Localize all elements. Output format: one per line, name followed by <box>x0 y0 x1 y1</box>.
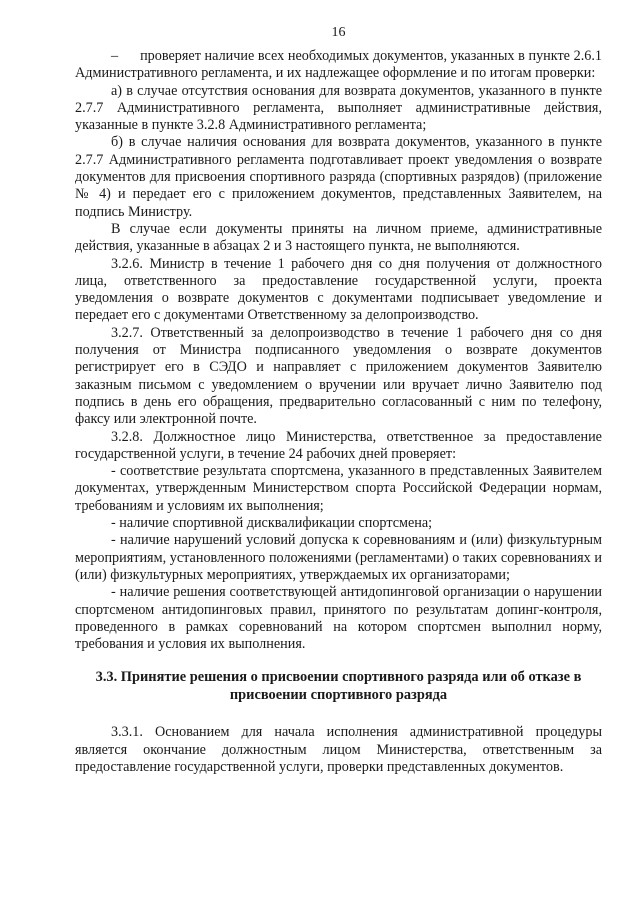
paragraph-3-2-7: 3.2.7. Ответственный за делопроизводство в течение 1 рабочего дня со дня получения от Министра подписанного уведомления о возврате документов регистрирует его в СЭДО и направляет с приложением документов Заявителю заказным письмом с уведомлением о вручении или вручает лично Заявителю под подпись в день его обращения, предварительно согласованный с ним по телефону, факсу или электронной почте. <box>75 324 602 428</box>
section-heading-3-3: 3.3. Принятие решения о присвоении спортивного разряда или об отказе в присвоении спортивного разряда <box>95 669 582 703</box>
document-page <box>75 24 602 776</box>
paragraph-case-b: б) в случае наличия основания для возврата документов, указанного в пункте 2.7.7 Административного регламента подготавливает проект уведомления о возврате документов для присвоения спортивного разряда (спортивных разрядов) (приложение № 4) и передает его с приложением документов, представленных Заявителем, на подпись Министру. <box>75 134 602 220</box>
paragraph-3-2-6: 3.2.6. Министр в течение 1 рабочего дня со дня получения от должностного лица, ответственного за предоставление государственной услуги, проекта уведомления о возврате документов с документами подписывает уведомление и передает его с документами Ответственному за делопроизводство. <box>75 255 602 324</box>
list-item-admission-violations: - наличие нарушений условий допуска к соревнованиям и (или) физкультурным мероприятиям, установленного положениями (регламентами) о таких соревнованиях и (или) физкультурных мероприятиях, утверждаемых их организаторами; <box>75 532 602 583</box>
list-item-antidoping-decision: - наличие решения соответствующей антидопинговой организации о нарушении спортсменом антидопинговых правил, принятого по результатам допинг-контроля, проведенного в рамках соревнований на котором спортсмен выполнил норму, требования и условия их выполнения. <box>75 584 602 653</box>
list-item-result-compliance: - соответствие результата спортсмена, указанного в представленных Заявителем документах, утвержденным Министерством спорта Российской Федерации нормам, требованиям и условиям их выполнения; <box>75 463 602 514</box>
paragraph-personal-reception: В случае если документы приняты на личном приеме, административные действия, указанные в абзацах 2 и 3 настоящего пункта, не выполняются. <box>75 220 602 255</box>
paragraph-3-2-8: 3.2.8. Должностное лицо Министерства, ответственное за предоставление государственной услуги, в течение 24 рабочих дней проверяет: <box>75 428 602 462</box>
list-item-disqualification: - наличие спортивной дисквалификации спортсмена; <box>111 515 433 532</box>
paragraph-checks-documents: – проверяет наличие всех необходимых документов, указанных в пункте 2.6.1 Административного регламента, и их надлежащее оформление и по итогам проверки: <box>75 48 602 82</box>
paragraph-case-a: а) в случае отсутствия основания для возврата документов, указанного в пункте 2.7.7 Административного регламента, выполняет административные действия, указанные в пункте 3.2.8 Административного регламента; <box>75 82 602 134</box>
spacer <box>75 704 602 724</box>
paragraph-3-3-1: 3.3.1. Основанием для начала исполнения административной процедуры является окончание должностным лицом Министерства, ответственным за предоставление государственной услуги, проверки представленных документов. <box>75 724 602 775</box>
page-number: 16 <box>331 25 346 40</box>
